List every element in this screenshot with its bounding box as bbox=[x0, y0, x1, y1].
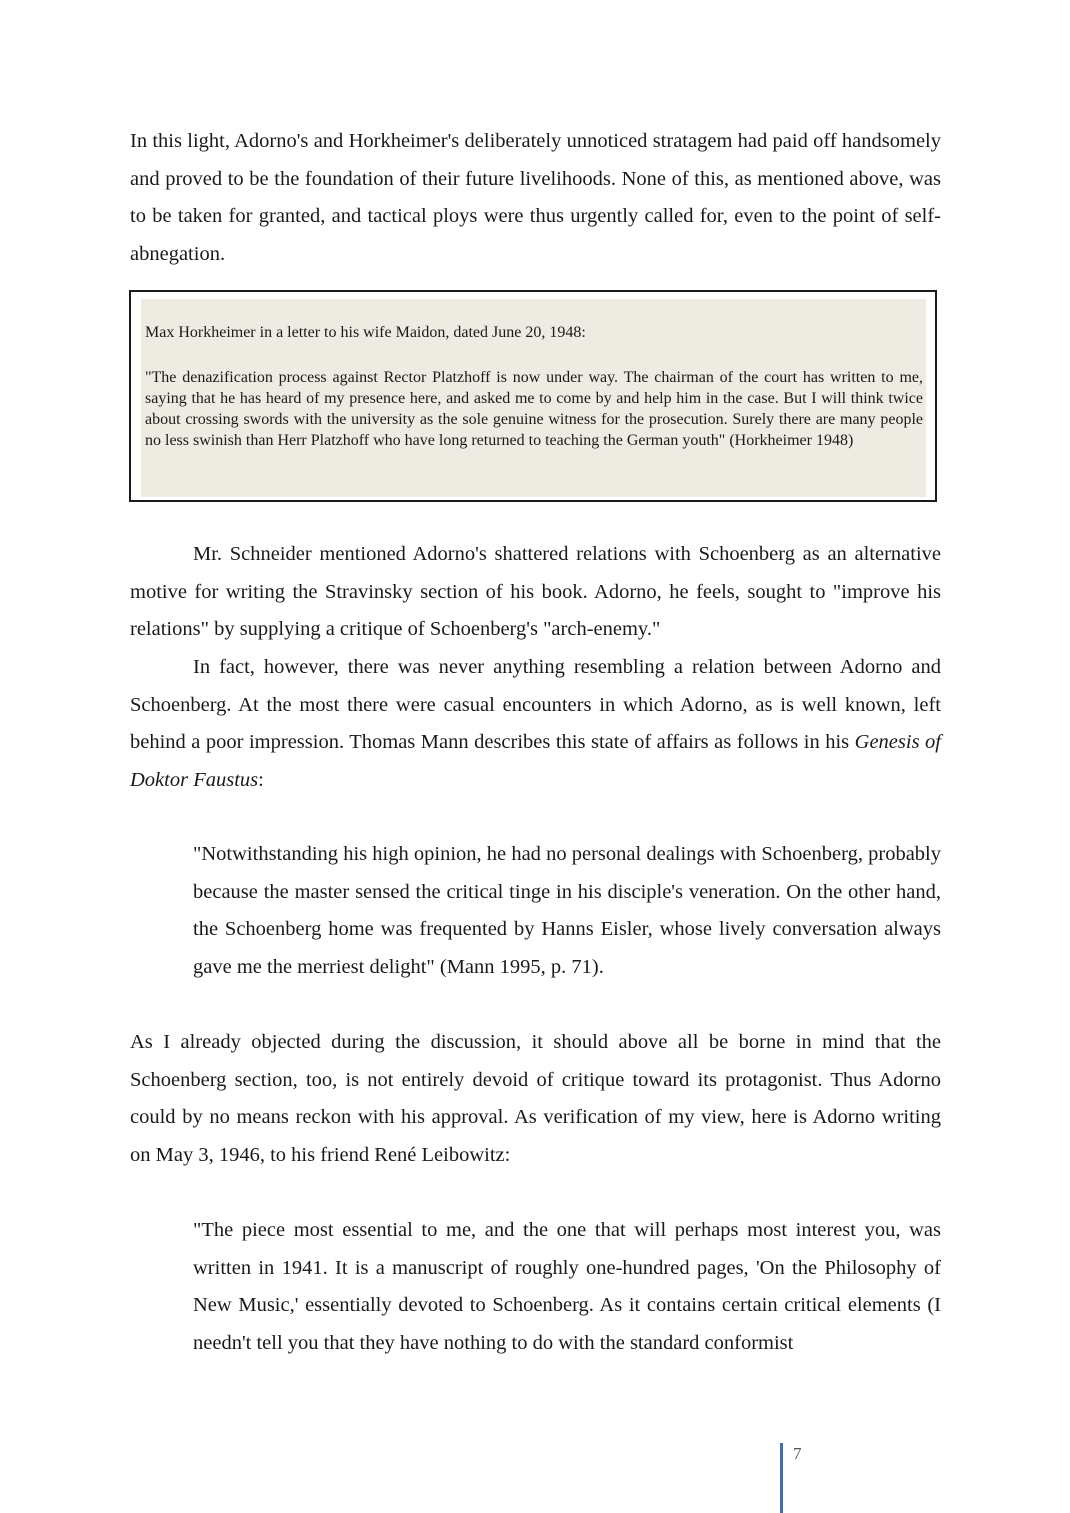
paragraph-stratagem: In this light, Adorno's and Horkheimer's deliberately unnoticed stratagem had paid off handsomely and proved to be the foundation of their future livelihoods. None of this, as mentioned above, was to be taken for granted, and tactical ploys were thus urgently called for, even to the point of self-abnegation. bbox=[130, 130, 941, 265]
quote-adorno-letter: "The piece most essential to me, and the one that will perhaps most interest you, was written in 1941. It is a manuscript of roughly one-hundred pages, 'On the Philosophy of New Music,' essentially devoted to Schoenberg. As it contains certain critical elements (I needn't tell you that they have nothing to do with the standard conformist bbox=[193, 1219, 941, 1354]
quote-mann: "Notwithstanding his high opinion, he had no personal dealings with Schoenberg, probably because the master sensed the critical tinge in his disciple's veneration. On the other hand, the Schoenberg home was frequented by Hanns Eisler, whose lively conversation always gave me the merriest delight" (Mann 1995, p. 71). bbox=[193, 843, 941, 978]
page-number: 7 bbox=[793, 1444, 802, 1463]
book-title-genesis: Genesis of Doktor Faustus bbox=[130, 731, 941, 791]
paragraph-relation bbox=[130, 649, 941, 799]
letter-excerpt-text: "The denazification process against Rector Platzhoff is now under way. The chairman of the court has written to me, saying that he has heard of my presence here, and asked me to come by and help him in the case. But I will think twice about crossing swords with the university as the sole genuine witness for the prosecution. Surely there are many people no less swinish than Herr Platzhoff who have long returned to teaching the German youth" (Horkheimer 1948) bbox=[145, 369, 923, 449]
letter-excerpt-box bbox=[129, 290, 937, 502]
paragraph-objection: As I already objected during the discussion, it should above all be borne in mind that the Schoenberg section, too, is not entirely devoid of critique toward its protagonist. Thus Adorno could by no means reckon with his approval. As verification of my view, here is Adorno writing on May 3, 1946, to his friend René Leibowitz: bbox=[130, 1031, 941, 1166]
letter-excerpt-panel bbox=[141, 299, 926, 497]
paragraph-schneider: Mr. Schneider mentioned Adorno's shattered relations with Schoenberg as an alternative motive for writing the Stravinsky section of his book. Adorno, he feels, sought to "improve his relations" by supplying a critique of Schoenberg's "arch-enemy." bbox=[130, 543, 941, 640]
paragraph-relation-colon: : bbox=[258, 768, 264, 791]
page-number-accent-bar bbox=[780, 1443, 783, 1513]
paragraph-relation-text: In fact, however, there was never anything resembling a relation between Adorno and Schoenberg. At the most there were casual encounters in which Adorno, as is well known, left behind a poor impression. Thomas Mann describes this state of affairs as follows in his bbox=[130, 656, 941, 753]
letter-excerpt-heading: Max Horkheimer in a letter to his wife Maidon, dated June 20, 1948: bbox=[145, 324, 586, 341]
